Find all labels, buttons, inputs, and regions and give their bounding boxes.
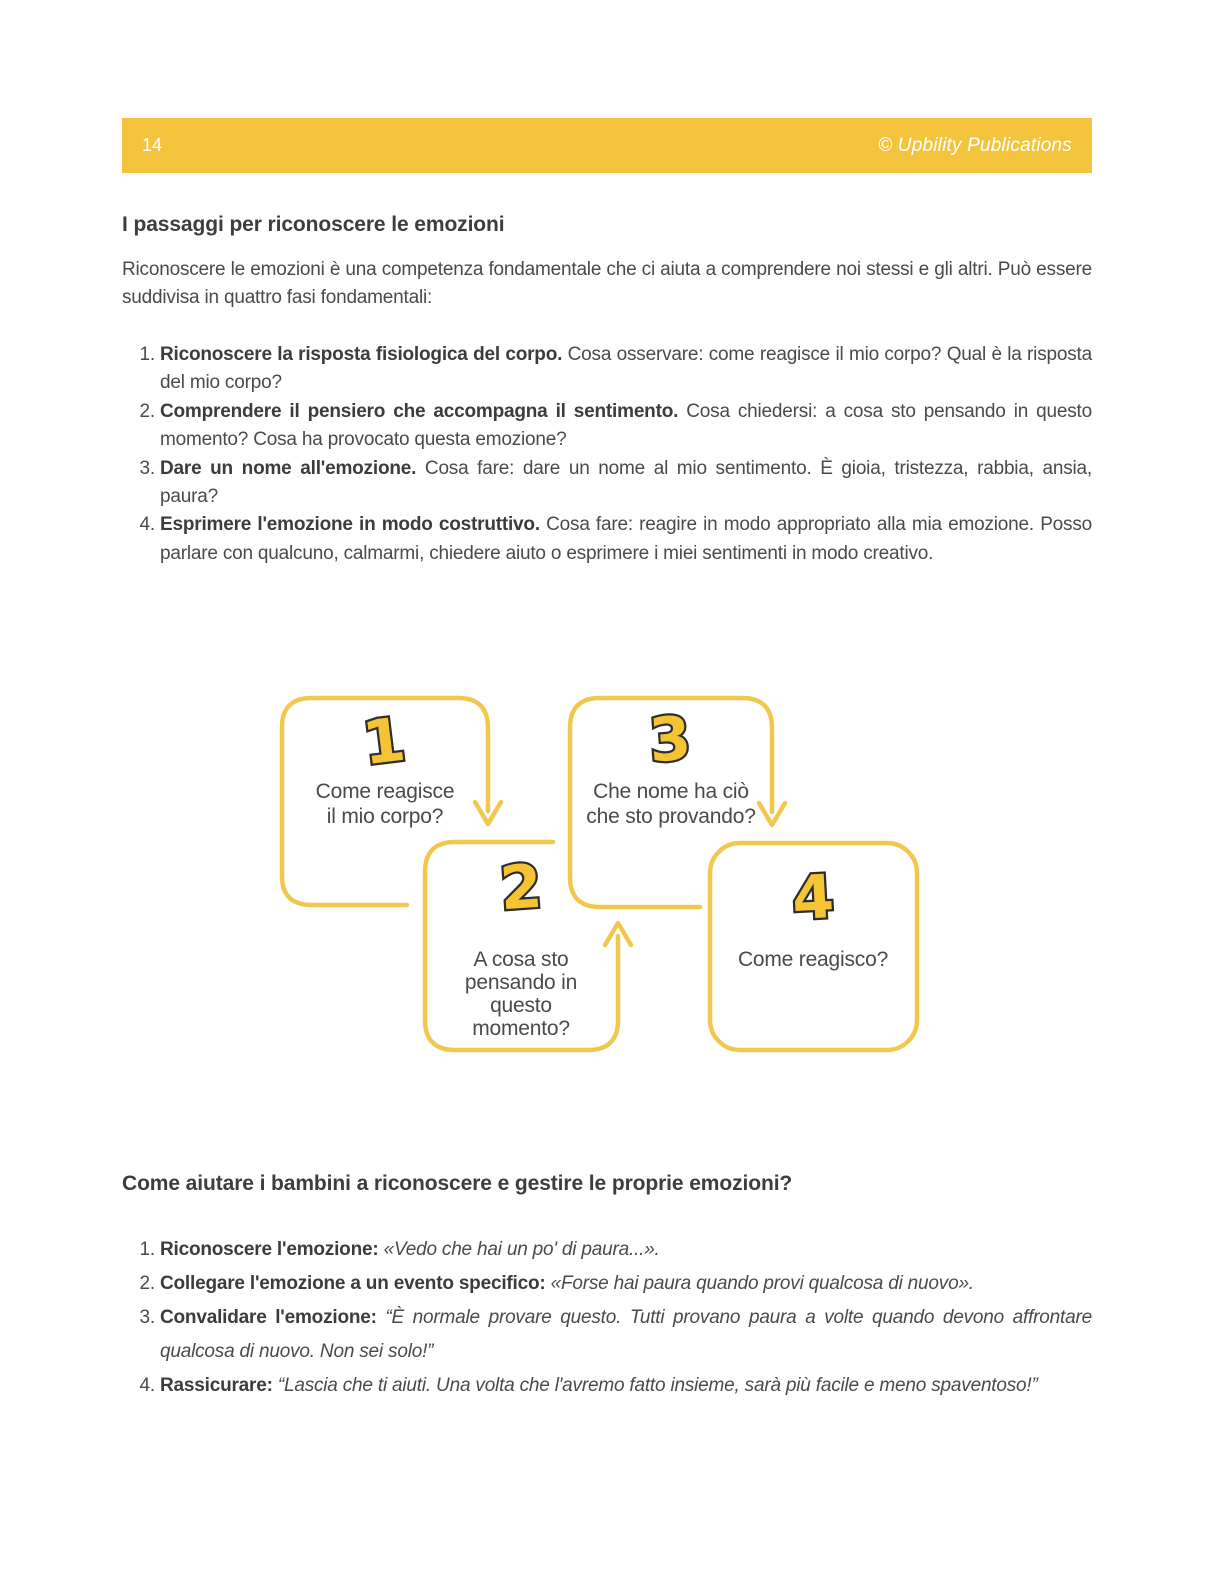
section2-title: Come aiutare i bambini a riconoscere e gestire le proprie emozioni? — [122, 1172, 793, 1195]
page-number: 14 — [142, 135, 163, 155]
step-lead: Comprendere il pensiero che accompagna il sentimento. — [160, 400, 679, 422]
copyright-text: © Upbility Publications — [878, 134, 1072, 156]
list-item — [122, 341, 1092, 398]
recognition-steps-list — [122, 341, 1092, 568]
step-quote: «Forse hai paura quando provi qualcosa di nuovo». — [550, 1273, 974, 1294]
step-text: Cosa chiedersi: a cosa sto pensando in questo momento? Cosa ha provocato questa emozione? — [160, 400, 1092, 451]
box-2-label: A cosa sto pensando in questo momento? — [464, 948, 578, 1040]
step-lead: Esprimere l'emozione in modo costruttivo. — [160, 514, 540, 536]
intro-paragraph: Riconoscere le emozioni è una competenza fondamentale che ci aiuta a comprendere noi stessi e gli altri. Può essere suddivisa in quattro fasi fondamentali: — [122, 259, 1092, 309]
step-lead: Rassicurare: — [160, 1375, 273, 1396]
box-3-label: Che nome ha ciò che sto provando? — [586, 780, 756, 828]
step-text: Cosa fare: reagire in modo appropriato alla mia emozione. Posso parlare con qualcuno, calmarmi, chiedere aiuto o esprimere i miei sentimenti in modo creativo. — [160, 514, 1092, 564]
step-quote: “È normale provare questo. Tutti provano paura a volte quando devono affrontare qualcosa di nuovo. Non sei solo!” — [160, 1307, 1092, 1362]
step-number-4: 4 — [790, 861, 836, 935]
help-children-steps-list — [122, 1233, 1092, 1403]
list-item — [122, 398, 1092, 455]
section1-title: I passaggi per riconoscere le emozioni — [122, 213, 505, 236]
step-number-1: 1 — [359, 704, 409, 780]
step-number-3: 3 — [646, 703, 694, 777]
page-header-bar — [122, 118, 1092, 173]
list-item — [122, 1233, 1092, 1267]
step-lead: Dare un nome all'emozione. — [160, 457, 417, 479]
step-lead: Riconoscere l'emozione: — [160, 1239, 379, 1260]
step-text: Cosa fare: dare un nome al mio sentimento. È gioia, tristezza, rabbia, ansia, paura? — [160, 457, 1092, 508]
step-quote: “Lascia che ti aiuti. Una volta che l'avremo fatto insieme, sarà più facile e meno spaventoso!” — [277, 1375, 1038, 1396]
step-number-2: 2 — [497, 851, 545, 925]
list-item — [122, 1301, 1092, 1369]
list-item — [122, 511, 1092, 568]
step-text: Cosa osservare: come reagisce il mio corpo? Qual è la risposta del mio corpo? — [160, 344, 1092, 394]
list-item — [122, 1267, 1092, 1301]
list-item — [122, 455, 1092, 512]
emotion-steps-diagram — [270, 690, 930, 1070]
list-item — [122, 1369, 1092, 1403]
box-4-label: Come reagisco? — [737, 948, 889, 971]
step-quote: «Vedo che hai un po' di paura...». — [383, 1239, 660, 1260]
step-lead: Convalidare l'emozione: — [160, 1307, 377, 1328]
step-lead: Collegare l'emozione a un evento specifico: — [160, 1273, 546, 1294]
box-1-label: Come reagisce il mio corpo? — [315, 780, 455, 828]
step-lead: Riconoscere la risposta fisiologica del corpo. — [160, 344, 563, 365]
